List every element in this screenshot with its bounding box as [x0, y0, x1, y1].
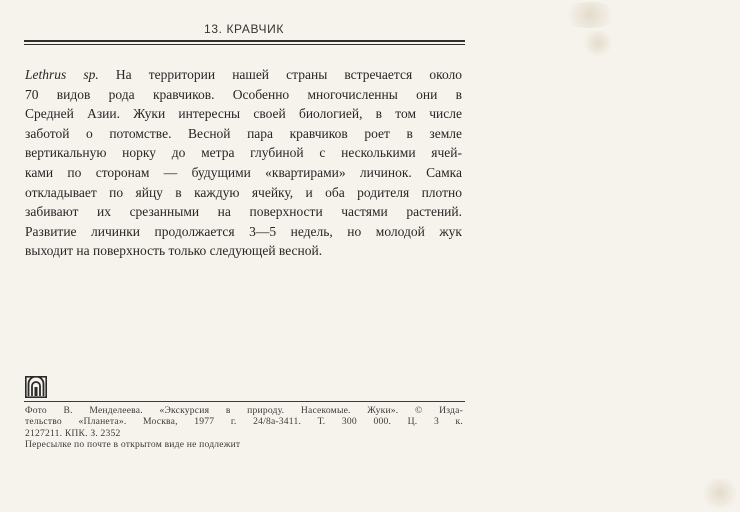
- description-text: [25, 65, 462, 261]
- description-line: вертикальную норку до метра глубиной с несколькими ячей-: [25, 145, 462, 161]
- description-line: Развитие личинки продолжается 3—5 недель, но молодой жук: [25, 223, 462, 239]
- header-rule-thin: [24, 44, 465, 45]
- publisher-logo-icon: [25, 376, 47, 398]
- imprint-text: [25, 405, 463, 451]
- paper-stain: [700, 478, 740, 508]
- latin-name: Lethrus sp.: [25, 67, 99, 82]
- imprint-line: Фото В. Менделеева. «Экскурсия в природу. Насекомые. Жуки». © Изда-: [25, 405, 463, 416]
- description-line: выходит на поверхность только следующей весной.: [25, 243, 323, 259]
- description-line: [25, 65, 462, 85]
- paper-stain: [560, 2, 620, 28]
- imprint-line: 2127211. КПК. З. 2352: [25, 427, 121, 439]
- imprint-line: тельство «Планета». Москва, 1977 г. 24/8а-3411. Т. 300 000. Ц. 3 к.: [25, 416, 463, 428]
- description-line: заботой о потомстве. Весной пара кравчиков роет в земле: [25, 125, 462, 141]
- paper-stain: [582, 30, 614, 56]
- description-line: Средней Азии. Жуки интересны своей биологией, в том числе: [25, 106, 462, 122]
- header-rule: [24, 40, 465, 42]
- imprint-rule: [24, 401, 465, 402]
- description-line: откладывает по яйцу в каждую ячейку, и оба родителя плотно: [25, 184, 462, 200]
- description-line-text: На территории нашей страны встречается около: [98, 67, 463, 82]
- description-line: 70 видов рода кравчиков. Особенно многочисленны они в: [25, 86, 462, 102]
- description-line: забивают их срезанными на поверхности частями растений.: [25, 204, 462, 220]
- page-title: 13. КРАВЧИК: [204, 22, 284, 36]
- imprint-line: Пересылке по почте в открытом виде не подлежит: [25, 439, 241, 451]
- description-line: ками по сторонам — будущими «квартирами» личинок. Самка: [25, 164, 462, 180]
